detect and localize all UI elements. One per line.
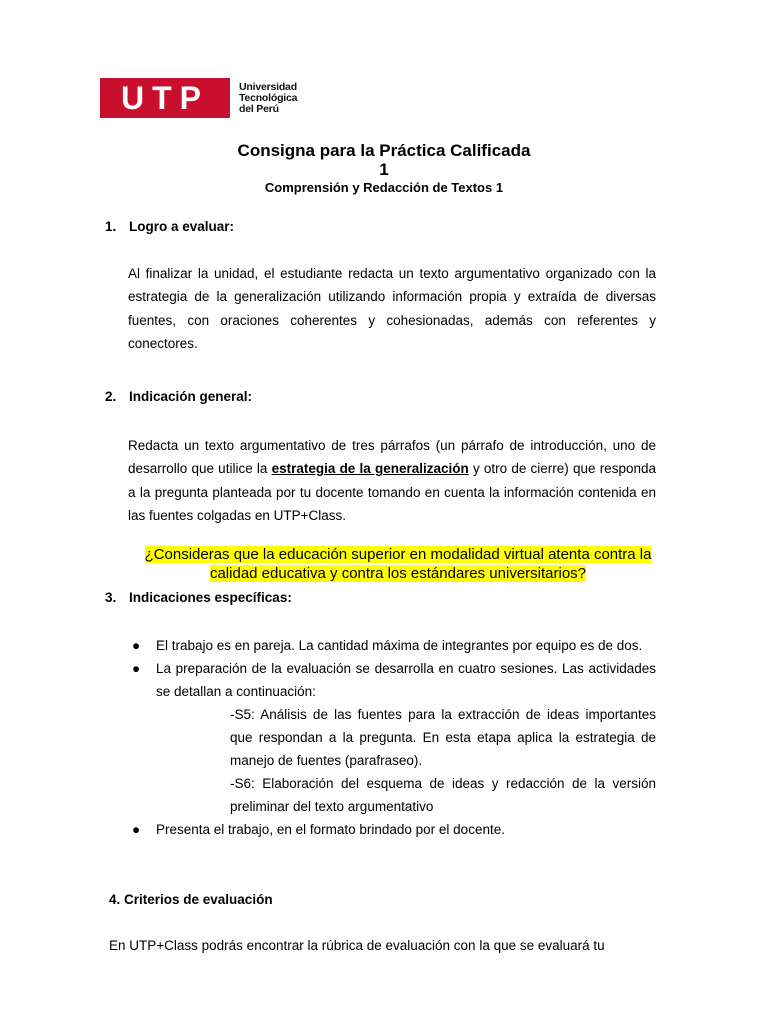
section-2-label: Indicación general: (129, 389, 253, 404)
session-s5-text: -S5: Análisis de las fuentes para la extracción de ideas importantes que respondan a la pregunta. En esta etapa aplica la estrategia de manejo de fuentes (parafraseo). (230, 707, 656, 768)
section-1-paragraph (128, 262, 656, 355)
logo-mark: UTP (100, 78, 230, 118)
utp-logo (100, 78, 297, 118)
section-2-heading (105, 389, 252, 404)
section-1-text: Al finalizar la unidad, el estudiante redacta un texto argumentativo organizado con la estrategia de la generalización utilizando información propia y extraída de diversas fuentes, con oraciones coherentes y cohesionadas, además con referentes y conectores. (128, 266, 656, 351)
logo-line-3: del Perú (239, 102, 279, 115)
section-2-number: 2. (105, 389, 117, 404)
guiding-question (120, 545, 676, 583)
list-item-text: El trabajo es en pareja. La cantidad máxima de integrantes por equipo es de dos. (156, 638, 643, 653)
section-2-emphasis: estrategia de la generalización (271, 461, 469, 477)
specific-indications-list (128, 634, 656, 841)
section-2-text-part-1: Redacta un texto argumentativo de tres párrafos (un párrafo de introducción, uno de desarrollo que utilice la (128, 438, 656, 477)
section-1-label: Logro a evaluar: (129, 219, 235, 234)
section-4-text: En UTP+Class podrás encontrar la rúbrica de evaluación con la que se evaluará tu (109, 938, 605, 953)
section-2-paragraph (128, 434, 656, 527)
section-1-number: 1. (105, 219, 117, 234)
logo-line-1: Universidad (239, 80, 297, 93)
section-1-heading (105, 219, 234, 234)
section-3-number: 3. (105, 590, 117, 605)
document-title-number: 1 (379, 160, 389, 179)
question-line-1: ¿Consideras que la educación superior en modalidad virtual atenta contra la (144, 546, 652, 563)
list-item (128, 818, 656, 841)
section-4-heading: 4. Criterios de evaluación (109, 892, 273, 907)
question-line-2: calidad educativa y contra los estándares universitarios? (209, 565, 587, 582)
bullet-icon: ● (132, 661, 141, 676)
list-item-text: La preparación de la evaluación se desarrolla en cuatro sesiones. Las actividades se detallan a continuación: (156, 661, 656, 699)
bullet-icon: ● (132, 638, 141, 653)
logo-wordmark (239, 82, 297, 115)
session-s6-text: -S6: Elaboración del esquema de ideas y redacción de la versión preliminar del texto argumentativo (230, 776, 656, 814)
course-subtitle: Comprensión y Redacción de Textos 1 (264, 180, 504, 195)
section-2-text-part-2: y otro de cierre) que responda a la pregunta planteada por tu docente tomando en cuenta la información contenida en las fuentes colgadas en UTP+Class. (128, 461, 656, 523)
section-3-label: Indicaciones específicas: (129, 590, 292, 605)
section-2-text (128, 434, 656, 527)
bullet-icon: ● (132, 822, 141, 837)
list-item (128, 634, 656, 657)
logo-line-2: Tecnológica (239, 91, 298, 104)
section-3-heading (105, 590, 292, 605)
list-item-text: Presenta el trabajo, en el formato brindado por el docente. (156, 822, 505, 837)
document-title: Consigna para la Práctica Calificada (237, 141, 531, 160)
list-item (128, 657, 656, 818)
